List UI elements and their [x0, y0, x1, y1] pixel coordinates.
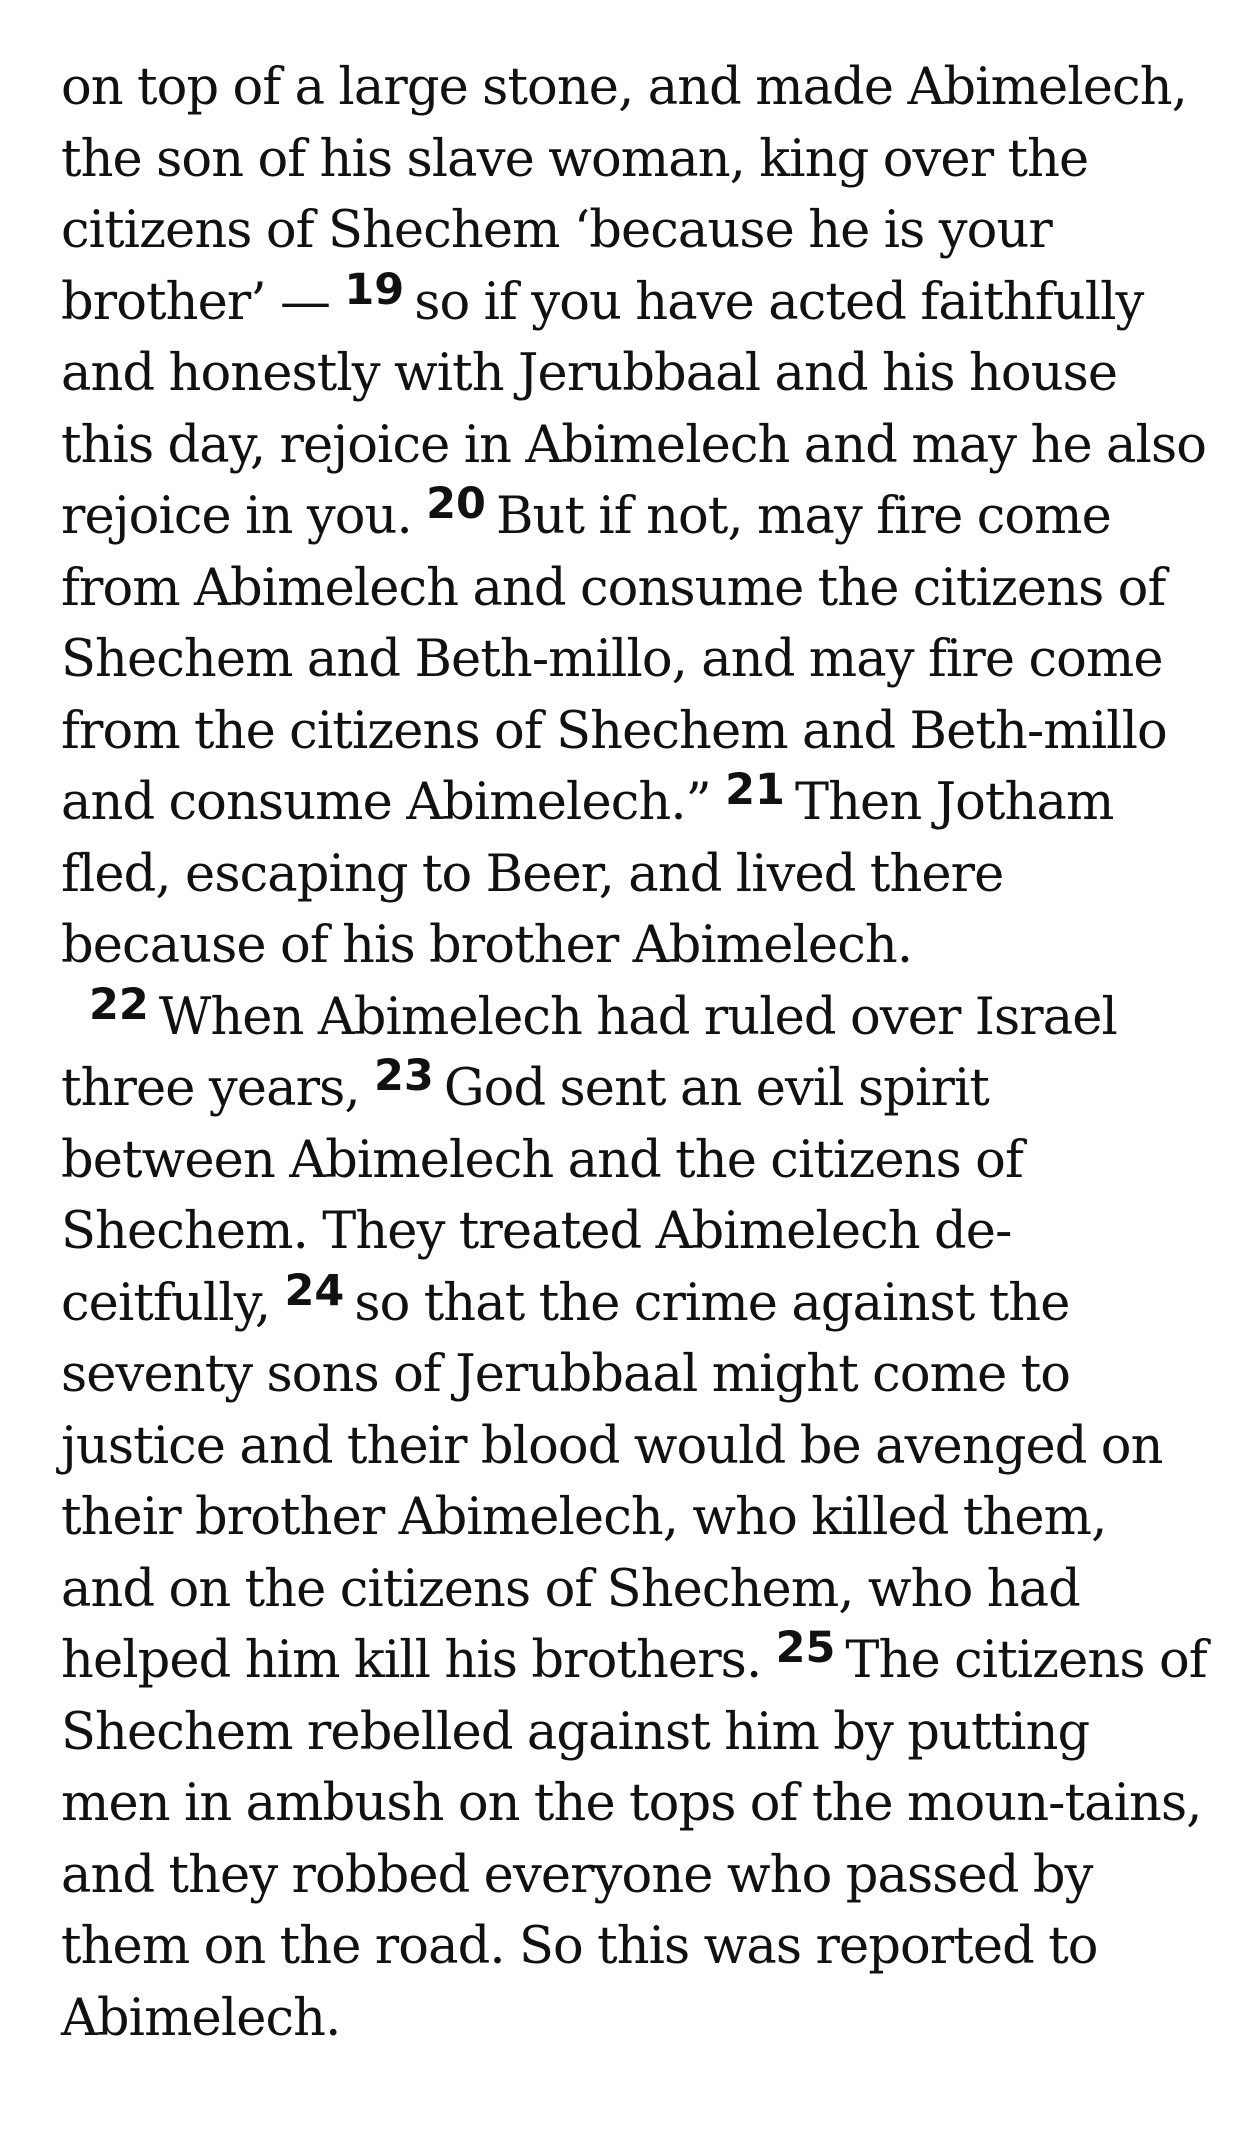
verse-text: Then Jotham fled, escaping to Beer, and lived there because of his brother Abimelech.	[61, 773, 1114, 975]
verse-text: The citizens of Shechem rebelled against him by putting men in ambush on the tops of the moun-tains, and they robbed everyone who passed by them on the road. So this was reported to Abimelech.	[61, 1631, 1207, 2048]
paragraph	[61, 52, 1211, 982]
verse-text: so that the crime against the seventy sons of Jerubbaal might come to justice and their blood would be avenged on their brother Abimelech, who killed them, and on the citizens of Shechem, who had helped him kill his brothers.	[61, 1273, 1163, 1690]
paragraph	[61, 979, 1211, 2055]
verse-number[interactable]: 25	[775, 1623, 836, 1674]
passage-text: on top of a large stone, and made Abimelech, the son of his slave woman, king over the citizens of Shechem ‘because he is your brother’ —	[61, 58, 1187, 332]
verse-number[interactable]: 21	[725, 765, 785, 816]
verse-number[interactable]: 23	[373, 1051, 434, 1102]
verse-text: so if you have acted faithfully and honestly with Jerubbaal and his house this day, rejoice in Abimelech and may he also rejoice in you.	[61, 272, 1207, 546]
verse-text: But if not, may fire come from Abimelech and consume the citizens of Shechem and Beth-millo, and may fire come from the citizens of Shechem and Beth-millo and consume Abimelech.”	[61, 487, 1167, 832]
verse-number[interactable]: 22	[89, 979, 149, 1030]
verse-number[interactable]: 20	[426, 479, 486, 530]
reader-page	[61, 52, 1211, 2054]
verse-text: God sent an evil spirit between Abimelech and the citizens of Shechem. They treated Abimelech de-ceitfully,	[61, 1059, 1023, 1333]
verse-text: When Abimelech had ruled over Israel three years,	[61, 987, 1117, 1118]
verse-number[interactable]: 24	[284, 1265, 345, 1316]
verse-number[interactable]: 19	[344, 264, 405, 315]
